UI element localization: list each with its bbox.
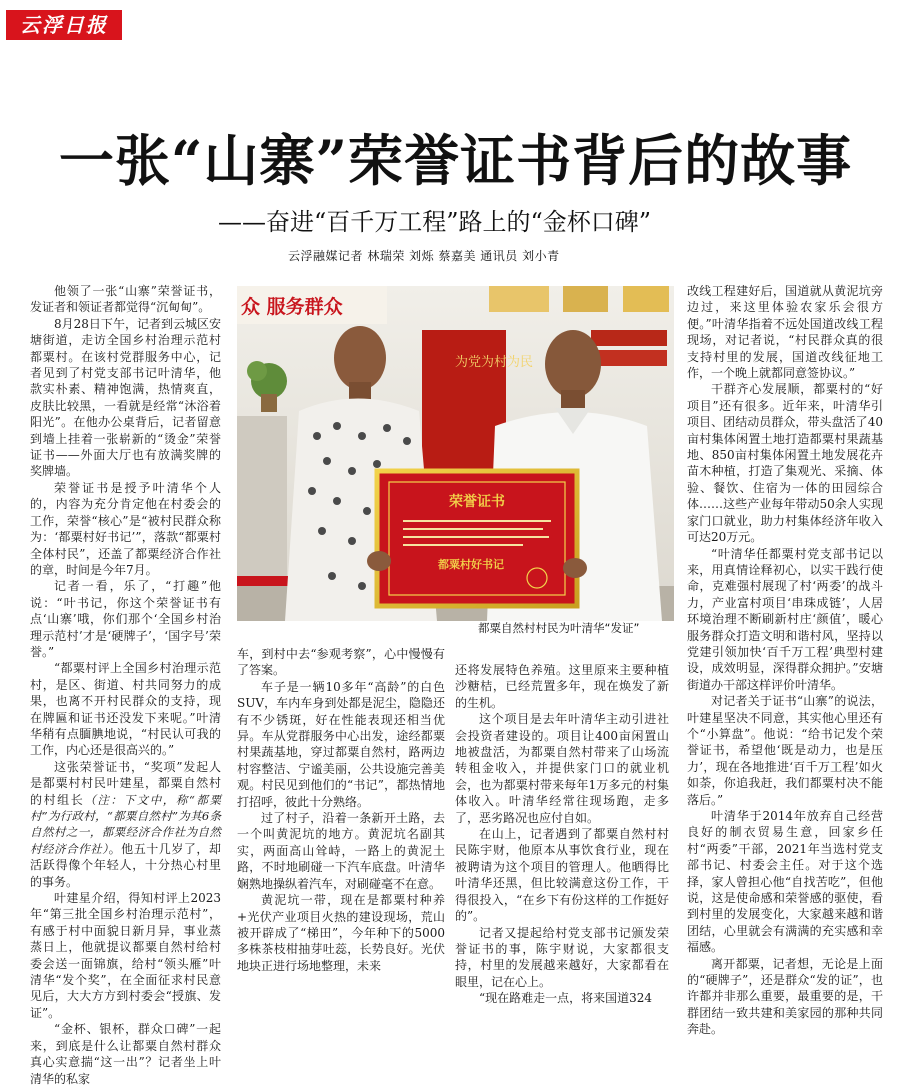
photo-caption: 都粟自然村村民为叶清华“发证” — [478, 621, 640, 635]
article-column-1 — [30, 283, 221, 1087]
paragraph: 荣誉证书是授予叶清华个人的，内容为充分肯定他在村委会的工作，荣誉“核心”是“被村民群众称为：‘都粟村好书记’”，落款“都粟村全体村民”，还盖了都粟经济合作社的章，时间是今年7月。 — [30, 480, 221, 577]
editor-note: （注：下文中，称“都粟村”为行政村，“都粟自然村”为其6条自然村之一，都粟经济合作社为自然村经济合作社） — [30, 792, 221, 856]
paragraph: 过了村子，沿着一条新开土路，去一个叫黄泥坑的地方。黄泥坑名副其实，两面高山耸峙，一路上的黄泥土路，不时地刷碰一下汽车底盘。叶清华娴熟地操纵着汽车，对刷碰毫不在意。 — [237, 811, 445, 891]
paragraph: 8月28日下午，记者到云城区安塘街道，走访全国乡村治理示范村都粟村。在该村党群服务中心，记者见到了村党支部书记叶清华，他款实朴素、精神饱满，热情爽直，皮肤比较黑，一看就是经常“沐浴着阳光”。在他办公桌背后，记者留意到墙上挂着一张崭新的“烫金”荣誉证书——外面大厅也有放满奖牌的奖牌墙。 — [30, 316, 221, 479]
paragraph: 记者一看，乐了，“打趣”他说：“叶书记，你这个荣誉证书有点‘山寨’哦，你们那个‘全国乡村治理示范村’才是‘硬牌子’，‘国字号’荣誉。” — [30, 579, 221, 659]
paragraph-text: 这张荣誉证书，“奖项”发起人是都粟村村民叶建星，都粟自然村的村组长 — [30, 759, 221, 807]
paragraph: 叶清华于2014年放弃自己经营良好的制衣贸易生意，回家乡任村“两委”干部，2021年当选村党支部书记、村委会主任。对于这个选择，家人曾担心他“自找苦吃”，但他说，这是使命感和荣誉感的驱使，看到村里的发展变化，大家越来越和谐团结，心里就会有满满的充实感和幸福感。 — [687, 809, 883, 955]
article-column-2 — [237, 646, 445, 974]
paragraph: 黄泥坑一带，现在是都粟村种养+光伏产业项目火热的建设现场，荒山被开辟成了“梯田”，今年种下的5000多株茶枝柑抽芽吐蕊，长势良好。光伏地块正进行场地整理，未来 — [237, 893, 445, 973]
headline: 一张“山寨”荣誉证书背后的故事 — [58, 128, 853, 193]
certificate-title: 荣誉证书 — [449, 494, 505, 510]
paragraph: 离开都粟，记者想，无论是上面的“硬牌子”，还是群众“发的证”，也许都并非那么重要，最重要的是，干群团结一致共建和美家园的那种共同奔赴。 — [687, 956, 883, 1037]
paragraph: “都粟村评上全国乡村治理示范村，是区、街道、村共同努力的成果，也离不开村民群众的支持，现在牌匾和证书还没发下来呢。”叶清华稍有点腼腆地说，“村民认可我的工作，内心还是很高兴的。” — [30, 661, 221, 758]
paragraph: “叶清华任都粟村党支部书记以来，用真情诠释初心，以实干践行使命，克难强村展现了村‘两委’的战斗力，产业富村项目‘串珠成链’，人居环境治理不断刷新村庄‘颜值’，暖心服务群众打造文明和谐村风，坚持以党建引领加快‘百千万工程’典型村建设，成效明显，深得群众拥护。”安塘街道办干部这样评价叶清华。 — [687, 546, 883, 692]
paragraph: 车子是一辆10多年“高龄”的白色SUV，车内车身到处都是泥尘，隐隐还有不少锈斑，好在性能表现还相当优异。车从党群服务中心出发，途经都粟村果蔬基地，穿过都粟自然村，路两边村容整洁、宁谧美丽，公共设施完善美观。村民见到他们的“书记”，都热情地打招呼，彼此十分熟络。 — [237, 679, 445, 809]
paragraph-text: 。他五十几岁了，却活跃得像个年轻人，十分热心村里的事务。 — [30, 841, 221, 889]
paragraph: 对记者关于证书“山寨”的说法，叶建星坚决不同意，其实他心里还有个“小算盘”。他说：“给书记发个荣誉证书，希望他‘既是动力，也是压力’，现在各地推进‘百千万工程’如火如荼，你追我赶，我们都粟村决不能落后。” — [687, 694, 883, 807]
certificate-subtitle: 都粟村好书记 — [438, 558, 504, 571]
vertical-banner-text: 为党为村为民 — [455, 355, 534, 370]
byline: 云浮融媒记者 林瑞荣 刘烁 蔡嘉美 通讯员 刘小青 — [288, 249, 560, 263]
news-photo — [237, 286, 674, 621]
paragraph: 叶建星介绍，得知村评上2023年“第三批全国乡村治理示范村”，有感于村中面貌日新月异，事业蒸蒸日上，他就提议都粟自然村给村委会送一面锦旗，给村“领头雁”叶清华“发个奖”，在全面征求村民意见后，大大方方到村委会“授旗、发证”。 — [30, 891, 221, 1020]
banner-text: 众 服务群众 — [241, 296, 343, 318]
paragraph: 还将发展特色养殖。这里原来主要种植沙糖桔，已经荒置多年，现在焕发了新的生机。 — [455, 663, 669, 710]
article-column-4 — [687, 283, 883, 1038]
paragraph: 在山上，记者遇到了都粟自然村村民陈宇财，他原本从事饮食行业，现在被聘请为这个项目的管理人。他晒得比叶清华还黑，但比较满意这份工作，干得很投入，“在乡下有份这样的工作挺好的”。 — [455, 827, 669, 924]
paragraph: 干群齐心发展顺，都粟村的“好项目”还有很多。近年来，叶清华引项目、团结动员群众，带头盘活了40亩村集体闲置土地打造都粟村果蔬基地、850亩村集体闲置土地发展花卉苗木种植，打造了集观光、采摘、体验、餐饮、住宿为一体的田园综合体……这些产业每年带动50余人实现家门口就业，助力村集体经济年收入可达20万元。 — [687, 382, 883, 545]
paragraph: 记者又提起给村党支部书记颁发荣誉证书的事，陈宇财说，大家都很支持，村里的发展越来越好，大家都看在眼里，记在心上。 — [455, 925, 669, 989]
paragraph: 车，到村中去“参观考察”，心中慢慢有了答案。 — [237, 647, 445, 678]
paragraph: 改线工程建好后，国道就从黄泥坑旁边过，来这里体验农家乐会很方便。”叶清华指着不远处国道改线工程现场，对记者说，“村民群众真的很支持村里的发展，国道改线征地工作，一个晚上就都同意签协议。” — [687, 284, 883, 381]
subtitle: ——奋进“百千万工程”路上的“金杯口碑” — [218, 208, 652, 236]
paragraph: “现在路难走一点，将来国道324 — [479, 991, 653, 1006]
article-column-3 — [455, 662, 669, 1007]
paragraph — [30, 759, 221, 890]
paragraph: “金杯、银杯，群众口碑”一起来，到底是什么让都粟自然村群众真心实意揣“这一出”？记者坐上叶清华的私家 — [30, 1022, 221, 1086]
newspaper-masthead: 云浮日报 — [6, 10, 122, 40]
paragraph: 这个项目是去年叶清华主动引进社会投资者建设的。项目让400亩闲置山地被盘活，为都粟自然村带来了山场流转租金收入，并提供家门口的就业机会，也为都粟村带来每年1万多元的村集体收入。叶清华经常往现场跑，走多了，恶劣路况也应付自如。 — [455, 712, 669, 825]
photo-illustration — [237, 286, 674, 621]
paragraph: 他领了一张“山寨”荣誉证书，发证者和领证者都觉得“沉甸甸”。 — [30, 284, 221, 315]
